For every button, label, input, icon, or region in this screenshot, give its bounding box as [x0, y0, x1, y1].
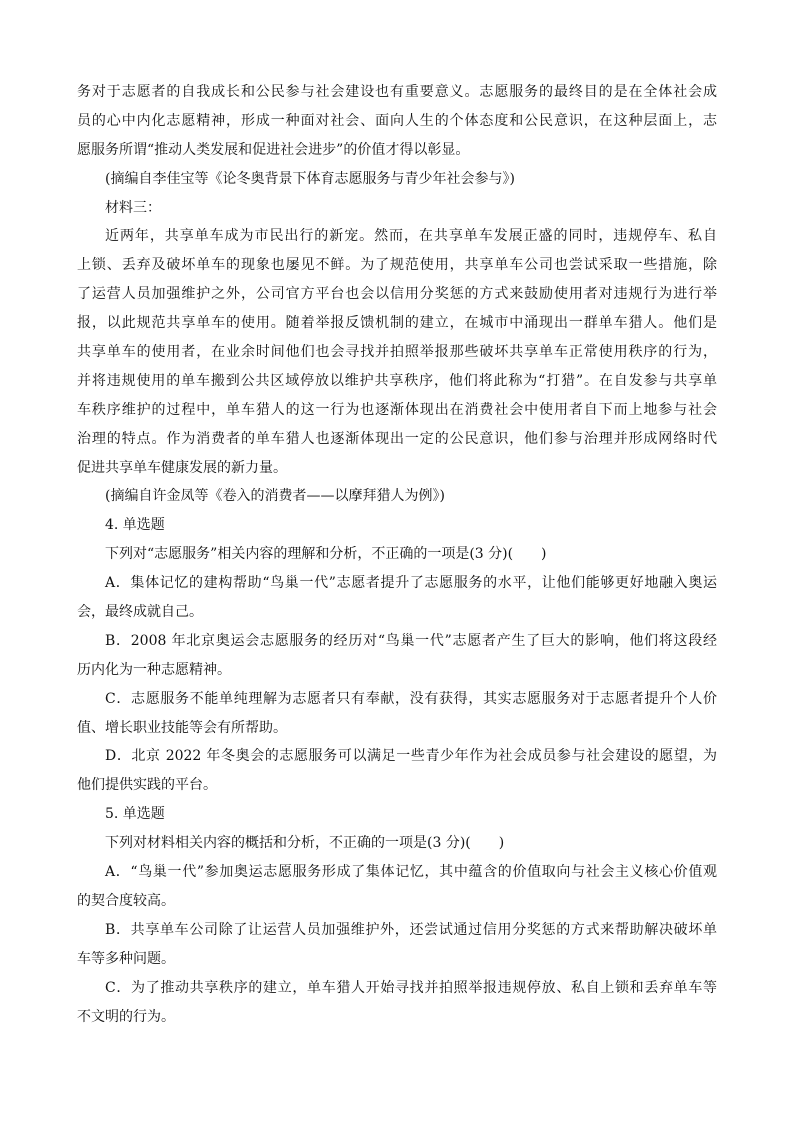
text-line: (摘编自李佳宝等《论冬奥背景下体育志愿服务与青少年社会参与》)	[105, 170, 515, 187]
text-line: 治理的特点。作为消费者的单车猎人也逐渐体现出一定的公民意识，他们参与治理并形成网络时代	[77, 430, 717, 447]
text-line: 不文明的行为。	[77, 1008, 175, 1025]
text-line: 上锁、丢弃及破坏单车的现象也屡见不鲜。为了规范使用，共享单车公司也尝试采取一些措施，除	[77, 257, 717, 274]
text-line: 近两年，共享单车成为市民出行的新宠。然而，在共享单车发展正盛的同时，违规停车、私自	[105, 228, 717, 245]
text-line: 并将违规使用的单车搬到公共区域停放以维护共享秩序，他们将此称为“打猎”。在自发参与共享单	[77, 372, 717, 389]
text-line: 历内化为一种志愿精神。	[77, 661, 231, 678]
text-line: 值、增长职业技能等会有所帮助。	[77, 719, 287, 736]
text-line: 愿服务所谓“推动人类发展和促进社会进步”的价值才得以彰显。	[77, 141, 470, 158]
text-line: B．共享单车公司除了让运营人员加强维护外，还尝试通过信用分奖惩的方式来帮助解决破坏单	[105, 921, 717, 938]
text-line: 会，最终成就自己。	[77, 604, 203, 621]
text-line: A．集体记忆的建构帮助“鸟巢一代”志愿者提升了志愿服务的水平，让他们能够更好地融入奥运	[105, 575, 717, 592]
text-line: 5. 单选题	[105, 806, 165, 823]
text-line: 车秩序维护的过程中，单车猎人的这一行为也逐渐体现出在消费社会中使用者自下而上地参与社会	[77, 401, 717, 418]
text-line: C．志愿服务不能单纯理解为志愿者只有奉献，没有获得，其实志愿服务对于志愿者提升个人价	[105, 690, 717, 707]
text-line: D．北京 2022 年冬奥会的志愿服务可以满足一些青少年作为社会成员参与社会建设的愿望，为	[105, 748, 717, 765]
text-line: 报，以此规范共享单车的使用。随着举报反馈机制的建立，在城市中涌现出一群单车猎人。他们是	[77, 315, 717, 332]
text-line: B．2008 年北京奥运会志愿服务的经历对“鸟巢一代”志愿者产生了巨大的影响，他们将这段经	[105, 632, 717, 649]
text-line: 促进共享单车健康发展的新力量。	[77, 459, 287, 476]
text-line: 车等多种问题。	[77, 950, 175, 967]
text-line: 4. 单选题	[105, 517, 165, 534]
text-line: 了运营人员加强维护之外，公司官方平台也会以信用分奖惩的方式来鼓励使用者对违规行为进行举	[77, 286, 717, 303]
text-line: C．为了推动共享秩序的建立，单车猎人开始寻找并拍照举报违规停放、私自上锁和丢弃单车等	[105, 979, 717, 996]
text-line: 共享单车的使用者，在业余时间他们也会寻找并拍照举报那些破坏共享单车正常使用秩序的行为，	[77, 344, 717, 361]
document-body	[77, 78, 717, 1031]
text-line: 员的心中内化志愿精神，形成一种面对社会、面向人生的个体态度和公民意识，在这种层面上，志	[77, 112, 717, 129]
text-line: (摘编自许金凤等《卷入的消费者——以摩拜猎人为例》)	[105, 488, 445, 505]
text-line: A．“鸟巢一代”参加奥运志愿服务形成了集体记忆，其中蕴含的价值取向与社会主义核心价值观	[105, 864, 717, 881]
text-line: 材料三：	[105, 199, 161, 216]
text-line: 务对于志愿者的自我成长和公民参与社会建设也有重要意义。志愿服务的最终目的是在全体社会成	[77, 84, 717, 100]
text-line: 下列对“志愿服务”相关内容的理解和分析，不正确的一项是(3 分)( )	[105, 546, 547, 563]
text-line: 下列对材料相关内容的概括和分析，不正确的一项是(3 分)( )	[105, 835, 505, 852]
text-line: 的契合度较高。	[77, 892, 175, 909]
text-line: 他们提供实践的平台。	[77, 777, 217, 794]
